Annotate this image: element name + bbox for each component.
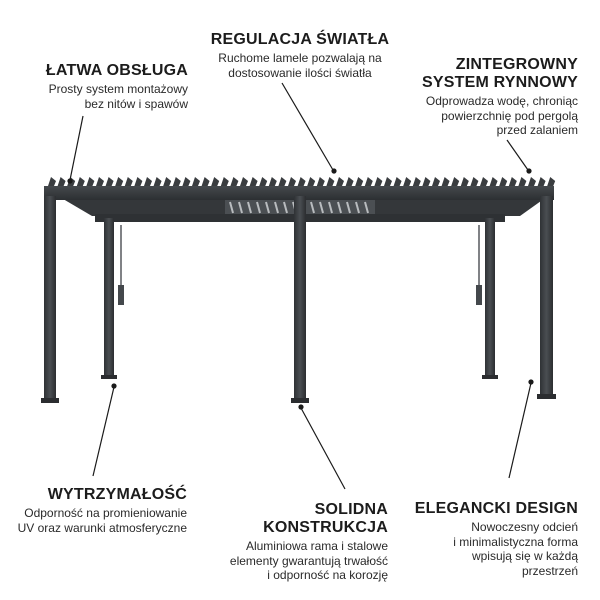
louvre-blade bbox=[221, 177, 229, 186]
louvre-blade bbox=[403, 177, 411, 186]
feature-construction-desc: Aluminiowa rama i stalowe elementy gwarantują trwałość i odporność na korozję bbox=[229, 539, 388, 582]
louvre-blade bbox=[432, 177, 440, 186]
louvre-blade bbox=[106, 177, 114, 186]
louvre-blade bbox=[278, 177, 286, 186]
louvre-blade bbox=[288, 177, 296, 186]
feature-gutter-desc: Odprowadza wodę, chroniąc powierzchnię pod pergolą przed zalaniem bbox=[425, 94, 578, 137]
louvre-blade bbox=[115, 177, 123, 186]
louvre-blade bbox=[442, 177, 450, 186]
louvre-blade bbox=[326, 177, 334, 186]
leader-ease bbox=[70, 116, 83, 180]
feature-durability-title: WYTRZYMAŁOŚĆ bbox=[47, 486, 187, 503]
louvre-blade bbox=[384, 177, 392, 186]
louvre-blade bbox=[413, 177, 421, 186]
louvre-blade bbox=[269, 177, 277, 186]
louvre-blade bbox=[509, 177, 517, 186]
louvre-blade bbox=[528, 177, 536, 186]
louvre-blade bbox=[240, 177, 248, 186]
louvre-blade bbox=[211, 177, 219, 186]
louvre-blade bbox=[202, 177, 210, 186]
feature-gutter bbox=[392, 56, 578, 138]
louvre-blade bbox=[144, 177, 152, 186]
feature-light-title: REGULACJA ŚWIATŁA bbox=[210, 31, 390, 48]
louvre-blade bbox=[394, 177, 402, 186]
feature-ease bbox=[6, 62, 188, 111]
leader-light bbox=[282, 83, 333, 170]
louvre-blade bbox=[355, 177, 363, 186]
leader-construction bbox=[301, 408, 345, 489]
louvre-blade bbox=[461, 177, 469, 186]
feature-design bbox=[402, 500, 578, 578]
louvre-blade bbox=[192, 177, 200, 186]
post-back-left bbox=[104, 218, 114, 378]
louvre-blade bbox=[86, 177, 94, 186]
leader-gutter bbox=[507, 140, 528, 170]
feature-durability bbox=[4, 486, 187, 535]
post-back-right bbox=[485, 218, 495, 378]
louvre-blade bbox=[134, 177, 142, 186]
feature-design-title: ELEGANCKI DESIGN bbox=[414, 500, 578, 517]
louvre-blade bbox=[346, 177, 354, 186]
louvre-blade bbox=[307, 177, 315, 186]
louvre-blade bbox=[518, 177, 526, 186]
louvre-blade bbox=[58, 177, 66, 186]
feature-light bbox=[190, 31, 410, 80]
louvre-blade bbox=[470, 177, 478, 186]
louvre-blade bbox=[154, 177, 162, 186]
feature-construction bbox=[206, 501, 388, 583]
louvre-blade bbox=[173, 177, 181, 186]
post-front-right bbox=[540, 196, 553, 398]
leader-durability bbox=[93, 387, 114, 476]
louvre-blade bbox=[451, 177, 459, 186]
louvre-blade bbox=[499, 177, 507, 186]
louvre-blade bbox=[365, 177, 373, 186]
louvre-blade bbox=[374, 177, 382, 186]
louvre-blade bbox=[96, 177, 104, 186]
louvre-blade bbox=[336, 177, 344, 186]
post-front-middle bbox=[294, 196, 306, 402]
louvre-blade bbox=[317, 177, 325, 186]
feature-durability-desc: Odporność na promieniowanie UV oraz warunki atmosferyczne bbox=[17, 506, 187, 535]
leader-design bbox=[509, 383, 531, 478]
louvre-blade bbox=[77, 177, 85, 186]
louvre-blade bbox=[163, 177, 171, 186]
post-front-left bbox=[44, 196, 56, 402]
louvre-blade bbox=[230, 177, 238, 186]
louvre-blade bbox=[538, 177, 546, 186]
feature-ease-title: ŁATWA OBSŁUGA bbox=[45, 62, 188, 79]
feature-ease-desc: Prosty system montażowy bez nitów i spawów bbox=[48, 82, 188, 111]
louvre-blade bbox=[422, 177, 430, 186]
louvre-blades bbox=[48, 177, 555, 186]
louvre-blade bbox=[259, 177, 267, 186]
louvre-blade bbox=[48, 177, 56, 186]
louvre-blade bbox=[490, 177, 498, 186]
louvre-blade bbox=[298, 177, 306, 186]
louvre-blade bbox=[125, 177, 133, 186]
feature-light-desc: Ruchome lamele pozwalają na dostosowanie ilości światła bbox=[218, 51, 382, 80]
louvre-blade bbox=[182, 177, 190, 186]
feature-gutter-title: ZINTEGROWNY SYSTEM RYNNOWY bbox=[422, 56, 578, 91]
louvre-blade bbox=[250, 177, 258, 186]
feature-construction-title: SOLIDNA KONSTRUKCJA bbox=[263, 501, 388, 536]
feature-design-desc: Nowoczesny odcień i minimalistyczna forma wpisują się w każdą przestrzeń bbox=[453, 520, 578, 578]
louvre-blade bbox=[480, 177, 488, 186]
louvre-blade bbox=[547, 177, 555, 186]
